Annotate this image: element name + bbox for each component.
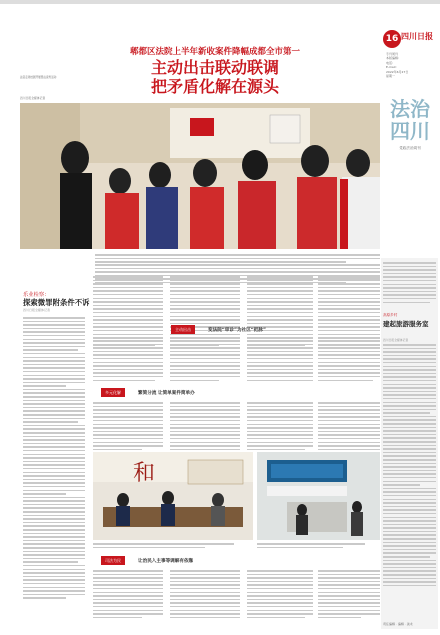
header-meta-line: 电话： [386, 60, 396, 65]
right-story-byline: 四川日报全媒体记者 [383, 338, 409, 342]
body-col-4a [318, 276, 380, 348]
svg-text:和: 和 [133, 461, 156, 486]
body-col-2a [170, 276, 240, 348]
newspaper-name: 四川日报 [401, 31, 433, 41]
body-col-3c [247, 402, 313, 452]
section-name-line: 四川 [390, 119, 430, 143]
body-col-2c [170, 402, 240, 452]
article-title-line-1: 主动出击联动联调 [150, 58, 279, 77]
body-col-1d [93, 570, 163, 620]
left-story-byline: 四川日报全媒体记者 [23, 308, 51, 312]
section-subtitle: 党政法治周刊 [399, 146, 421, 150]
body-col-1c [93, 402, 163, 452]
hero-photo [20, 103, 380, 249]
photo-caption-left [93, 543, 253, 550]
body-col-3b [247, 340, 313, 383]
page-number: 16 [383, 30, 401, 48]
body-col-1a [93, 276, 163, 348]
right-story-title: 建起旅游服务室 [383, 320, 429, 328]
subhead-title: 变法院“审诊”为社区“把脉” [208, 328, 267, 333]
subhead-title: 繁简分流 让简单案件简单办 [138, 391, 195, 396]
left-story-kicker: 乐业检察： [23, 292, 50, 298]
header-meta-line: E-mail： [386, 65, 399, 70]
body-col-3a [247, 276, 313, 348]
header-meta-line: 本版编辑： [386, 56, 402, 61]
subhead-label: 多元化解 [101, 388, 125, 397]
body-col-4c [318, 402, 380, 452]
photo-judicial-station-illustration [257, 452, 380, 540]
left-story-body [23, 317, 85, 601]
body-col-2b [170, 340, 240, 383]
subhead-label: 司法为民 [101, 556, 125, 565]
section-name-line: 法治 [390, 97, 430, 121]
left-story-title: 探索微罪附条件不诉 [23, 298, 90, 307]
right-story-kicker: 高原乡村 [383, 313, 398, 317]
subhead-label: 主动出击 [171, 325, 195, 334]
section-name [384, 98, 436, 142]
photo-mediation-room [93, 452, 253, 540]
author-line: 四川日报全媒体记者 [20, 96, 46, 100]
body-col-2d [170, 570, 240, 620]
body-col-4b [318, 340, 380, 383]
photo-judicial-service-station [257, 452, 380, 540]
body-col-3d [247, 570, 313, 620]
right-sidebar-top-text [383, 262, 436, 305]
right-story-body [383, 344, 436, 588]
photo-caption-right [257, 543, 380, 550]
header-meta-line: 专刊周刊 [386, 52, 399, 56]
photo-mediation-room-illustration [93, 452, 253, 540]
body-col-1b [93, 340, 163, 383]
subhead-title: 让治民入主事等调解有依靠 [138, 559, 194, 564]
article-title-line-2: 把矛盾化解在源头 [150, 77, 279, 96]
header-meta-line: 2022年6月27日 [386, 69, 409, 74]
body-col-4d [318, 570, 380, 620]
page-top-rule [0, 0, 440, 4]
hero-photo-illustration [20, 103, 380, 249]
header-meta-line: 星期一 [386, 74, 396, 79]
editor-credit: 责任编辑 · 编辑 · 美术 [383, 622, 413, 626]
header-meta [386, 52, 438, 78]
article-kicker: 郫都区法院上半年新收案件降幅成都全市第一 [129, 47, 300, 57]
top-caption: 法官走进校园开展普法宣传活动 [20, 76, 57, 79]
